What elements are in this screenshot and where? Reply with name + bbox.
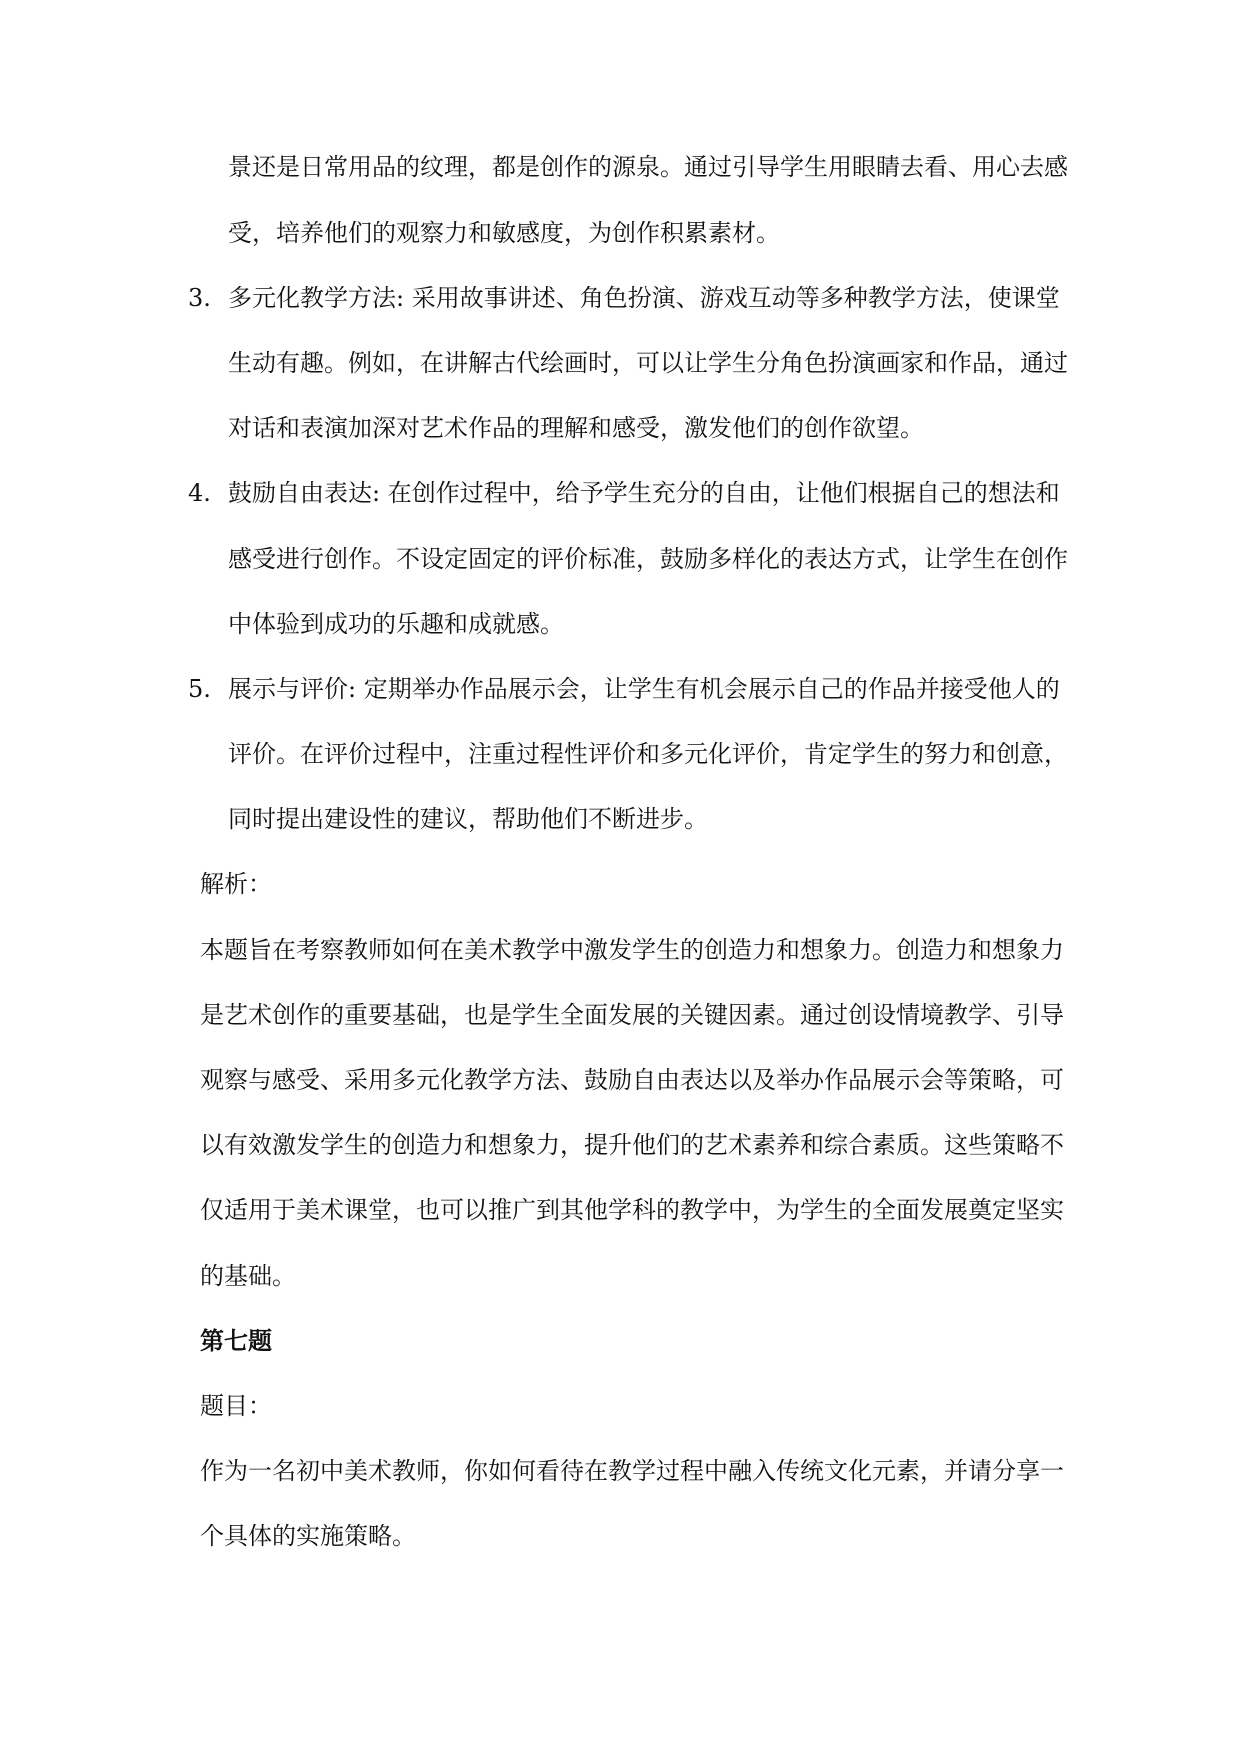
item-3-line-2: 生动有趣。例如，在讲解古代绘画时，可以让学生分角色扮演画家和作品，通过 <box>228 349 1068 377</box>
item-4-line-2: 感受进行创作。不设定固定的评价标准，鼓励多样化的表达方式，让学生在创作 <box>228 545 1068 573</box>
question-text-line-1: 作为一名初中美术教师，你如何看待在教学过程中融入传统文化元素，并请分享一 <box>200 1457 1064 1485</box>
item-5-line-1: 展示与评价: 定期举办作品展示会，让学生有机会展示自己的作品并接受他人的 <box>228 675 1060 703</box>
item-4-line-3: 中体验到成功的乐趣和成就感。 <box>228 610 564 638</box>
question-7-heading: 第七题 <box>200 1326 272 1355</box>
list-number-4: 4. <box>188 479 211 507</box>
analysis-heading: 解析： <box>200 870 272 898</box>
question-label: 题目： <box>200 1392 272 1420</box>
item-5-line-3: 同时提出建设性的建议，帮助他们不断进步。 <box>228 805 708 833</box>
item-5-line-2: 评价。在评价过程中，注重过程性评价和多元化评价，肯定学生的努力和创意， <box>228 740 1068 768</box>
analysis-paragraph-line-4: 以有效激发学生的创造力和想象力，提升他们的艺术素养和综合素质。这些策略不 <box>200 1131 1064 1159</box>
item-4-line-1: 鼓励自由表达: 在创作过程中，给予学生充分的自由，让他们根据自己的想法和 <box>228 479 1060 507</box>
analysis-paragraph-line-2: 是艺术创作的重要基础，也是学生全面发展的关键因素。通过创设情境教学、引导 <box>200 1001 1064 1029</box>
list-number-5: 5. <box>188 675 211 703</box>
item-3-line-1: 多元化教学方法: 采用故事讲述、角色扮演、游戏互动等多种教学方法，使课堂 <box>228 284 1060 312</box>
analysis-paragraph-line-5: 仅适用于美术课堂，也可以推广到其他学科的教学中，为学生的全面发展奠定坚实 <box>200 1196 1064 1224</box>
analysis-paragraph-line-3: 观察与感受、采用多元化教学方法、鼓励自由表达以及举办作品展示会等策略，可 <box>200 1066 1064 1094</box>
item-2-line-3: 受，培养他们的观察力和敏感度，为创作积累素材。 <box>228 219 780 247</box>
list-number-3: 3. <box>188 284 211 312</box>
analysis-paragraph-line-1: 本题旨在考察教师如何在美术教学中激发学生的创造力和想象力。创造力和想象力 <box>200 936 1064 964</box>
item-3-line-3: 对话和表演加深对艺术作品的理解和感受，激发他们的创作欲望。 <box>228 414 924 442</box>
question-text-line-2: 个具体的实施策略。 <box>200 1522 416 1550</box>
item-2-line-2: 景还是日常用品的纹理，都是创作的源泉。通过引导学生用眼睛去看、用心去感 <box>228 153 1068 181</box>
analysis-paragraph-line-6: 的基础。 <box>200 1262 296 1290</box>
